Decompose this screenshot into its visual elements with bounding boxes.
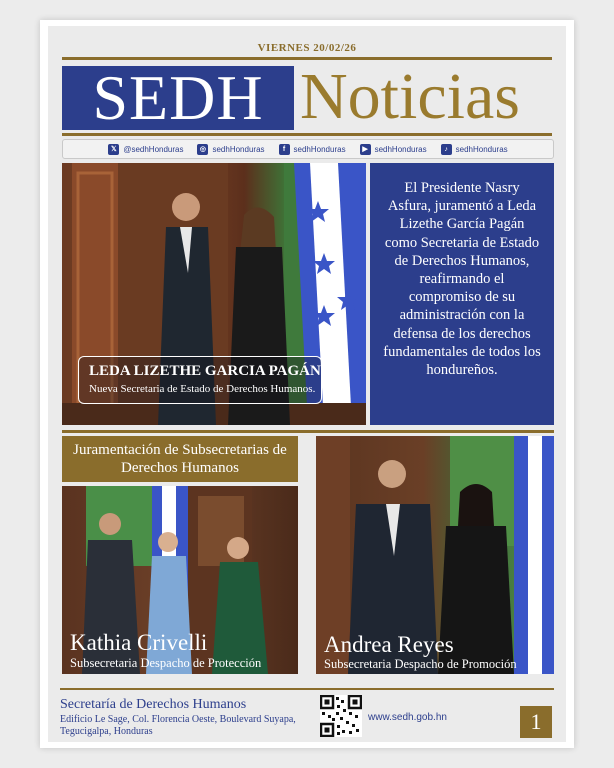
issue-date: VIERNES 20/02/26 — [257, 42, 357, 54]
social-label: sedhHonduras — [455, 144, 508, 154]
page-number: 1 — [520, 706, 552, 738]
social-label: @sedhHonduras — [123, 144, 184, 154]
social-label: sedhHonduras — [374, 144, 427, 154]
section-title: Juramentación de Subsecretarias de Derechos Humanos — [62, 436, 298, 482]
main-caption-name: LEDA LIZETHE GARCIA PAGÁN — [89, 363, 321, 379]
social-instagram[interactable] — [197, 144, 264, 155]
footer-rule — [60, 688, 554, 690]
footer-website[interactable]: www.sedh.gob.hn — [368, 712, 447, 723]
social-youtube[interactable] — [360, 144, 427, 155]
main-story-text: El Presidente Nasry Asfura, juramentó a Leda Lizethe García Pagán como Secretaria de Estado de Derechos Humanos, reafirmando el compromiso de su administración con la defensa de los derechos fundamentales de todos los hondureños. — [383, 180, 541, 379]
x-icon: 𝕏 — [108, 144, 119, 155]
facebook-icon: f — [279, 144, 290, 155]
story2-name: Kathia Crivelli — [70, 630, 208, 655]
section-rule — [62, 430, 554, 433]
social-label: sedhHonduras — [212, 144, 265, 154]
tiktok-icon: ♪ — [441, 144, 452, 155]
footer-title: Secretaría de Derechos Humanos — [60, 697, 247, 712]
social-label: sedhHonduras — [293, 144, 346, 154]
youtube-icon: ▶ — [360, 144, 371, 155]
header-rule-bottom — [62, 133, 552, 136]
story2-role: Subsecretaria Despacho de Protección — [70, 656, 262, 670]
masthead-noticias: Noticias — [300, 60, 520, 133]
social-x[interactable] — [108, 144, 183, 155]
story3-role: Subsecretaria Despacho de Promoción — [324, 657, 517, 671]
masthead-sedh: SEDH — [62, 66, 294, 130]
main-story-textbox — [370, 163, 554, 425]
footer-address: Edificio Le Sage, Col. Florencia Oeste, Boulevard Suyapa, Tegucigalpa, Honduras — [60, 714, 296, 737]
social-facebook[interactable] — [279, 144, 346, 155]
story3-name: Andrea Reyes — [324, 632, 454, 657]
main-photo-caption — [78, 356, 322, 404]
story3-photo — [316, 436, 554, 674]
qr-code-graphic — [320, 695, 362, 737]
main-caption-role: Nueva Secretaria de Estado de Derechos Humanos. — [89, 383, 316, 395]
qr-code[interactable] — [320, 695, 362, 737]
social-bar — [62, 139, 554, 159]
instagram-icon: ◎ — [197, 144, 208, 155]
social-tiktok[interactable] — [441, 144, 508, 155]
story2-photo — [62, 486, 298, 674]
